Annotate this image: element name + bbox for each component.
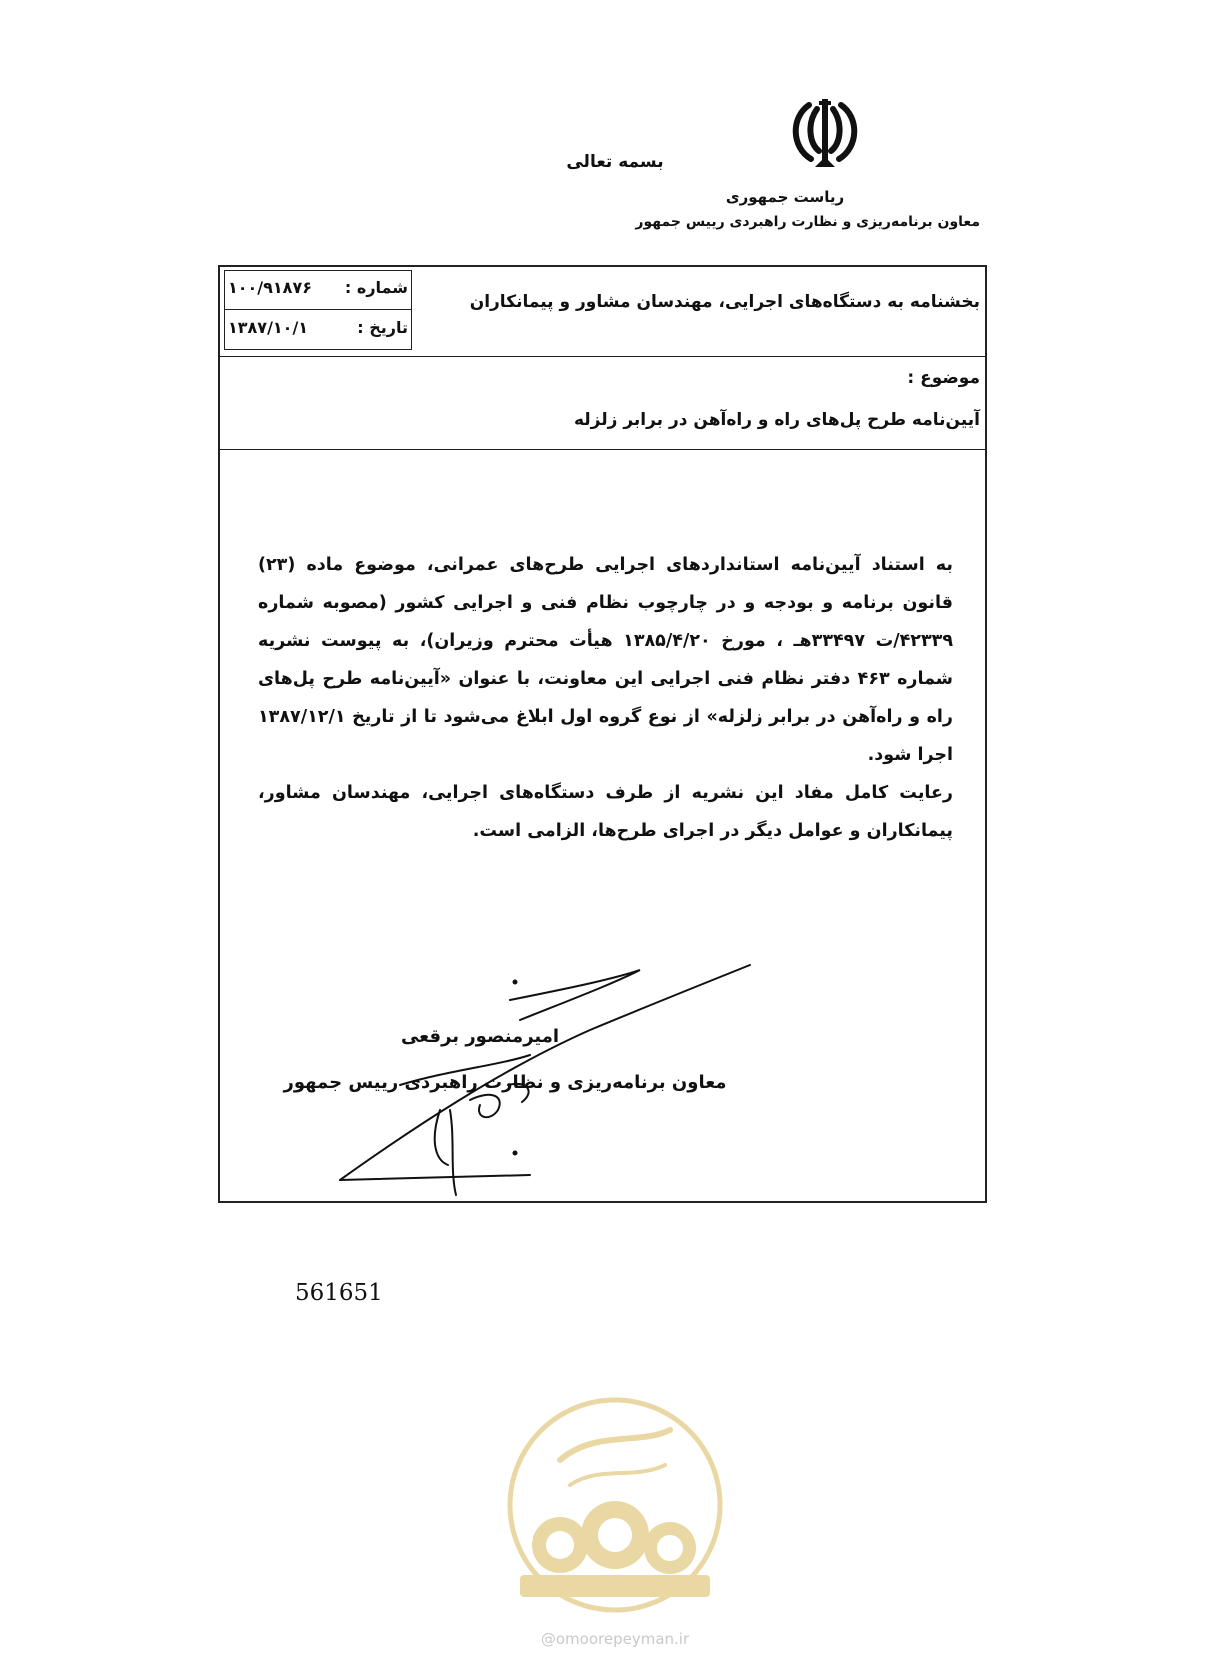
divider (224, 309, 412, 310)
letter-body (258, 546, 953, 850)
subject-text: آیین‌نامه طرح پل‌های راه و راه‌آهن در برابر زلزله (573, 410, 980, 430)
document-number: 561651 (295, 1280, 383, 1306)
signer-title: معاون برنامه‌ریزی و نظارت راهبردی رییس جمهور (283, 1072, 727, 1093)
circular-recipients: بخشنامه به دستگاه‌های اجرایی، مهندسان مشاور و پیمانکاران (469, 292, 980, 312)
handwritten-signature (330, 960, 770, 1230)
body-paragraph-1-end: » از نوع گروه اول ابلاغ می‌شود تا از تاریخ ۱۳۸۷/۱۲/۱ اجرا شود. (258, 707, 953, 765)
standard-title: آیین‌نامه طرح پل‌های راه و راه‌آهن در برابر زلزله (258, 669, 953, 727)
date-value: ۱۳۸۷/۱۰/۱ (228, 318, 309, 337)
divider (218, 449, 987, 450)
number-value: ۱۰۰/۹۱۸۷۶ (228, 278, 312, 297)
body-paragraph-2: رعایت کامل مفاد این نشریه از طرف دستگاه‌های اجرایی، مهندسان مشاور، پیمانکاران و عوامل دیگر در اجرای طرح‌ها، الزامی است. (258, 783, 953, 841)
number-label: شماره : (344, 278, 408, 297)
signer-name: امیرمنصور برقعی (400, 1026, 560, 1047)
iran-emblem-icon (785, 95, 865, 175)
watermark-logo (500, 1390, 730, 1620)
divider (218, 356, 987, 357)
body-paragraph-1: به استناد آیین‌نامه استانداردهای اجرایی طرح‌های عمرانی، موضوع ماده (۲۳) قانون برنامه و بودجه و در چارچوب نظام فنی و اجرایی کشور (مصوبه شماره ۴۲۳۳۹/ت ۳۳۴۹۷هـ ، مورخ ۱۳۸۵/۴/۲۰ هیأت محترم وزیران)، به پیوست نشریه شماره ۴۶۳ دفتر نظام فنی اجرایی این معاونت، با عنوان « (258, 555, 954, 689)
basmala: بسمه تعالی (566, 152, 664, 172)
date-label: تاریخ : (357, 318, 408, 337)
reference-number-row (228, 278, 408, 297)
watermark-url: @omoorepeyman.ir (540, 1630, 690, 1648)
reference-date-row (228, 318, 408, 337)
presidency-heading: ریاست جمهوری (725, 188, 845, 206)
deputy-heading: معاون برنامه‌ریزی و نظارت راهبردی رییس جمهور (635, 214, 980, 230)
subject-label: موضوع : (907, 368, 980, 388)
